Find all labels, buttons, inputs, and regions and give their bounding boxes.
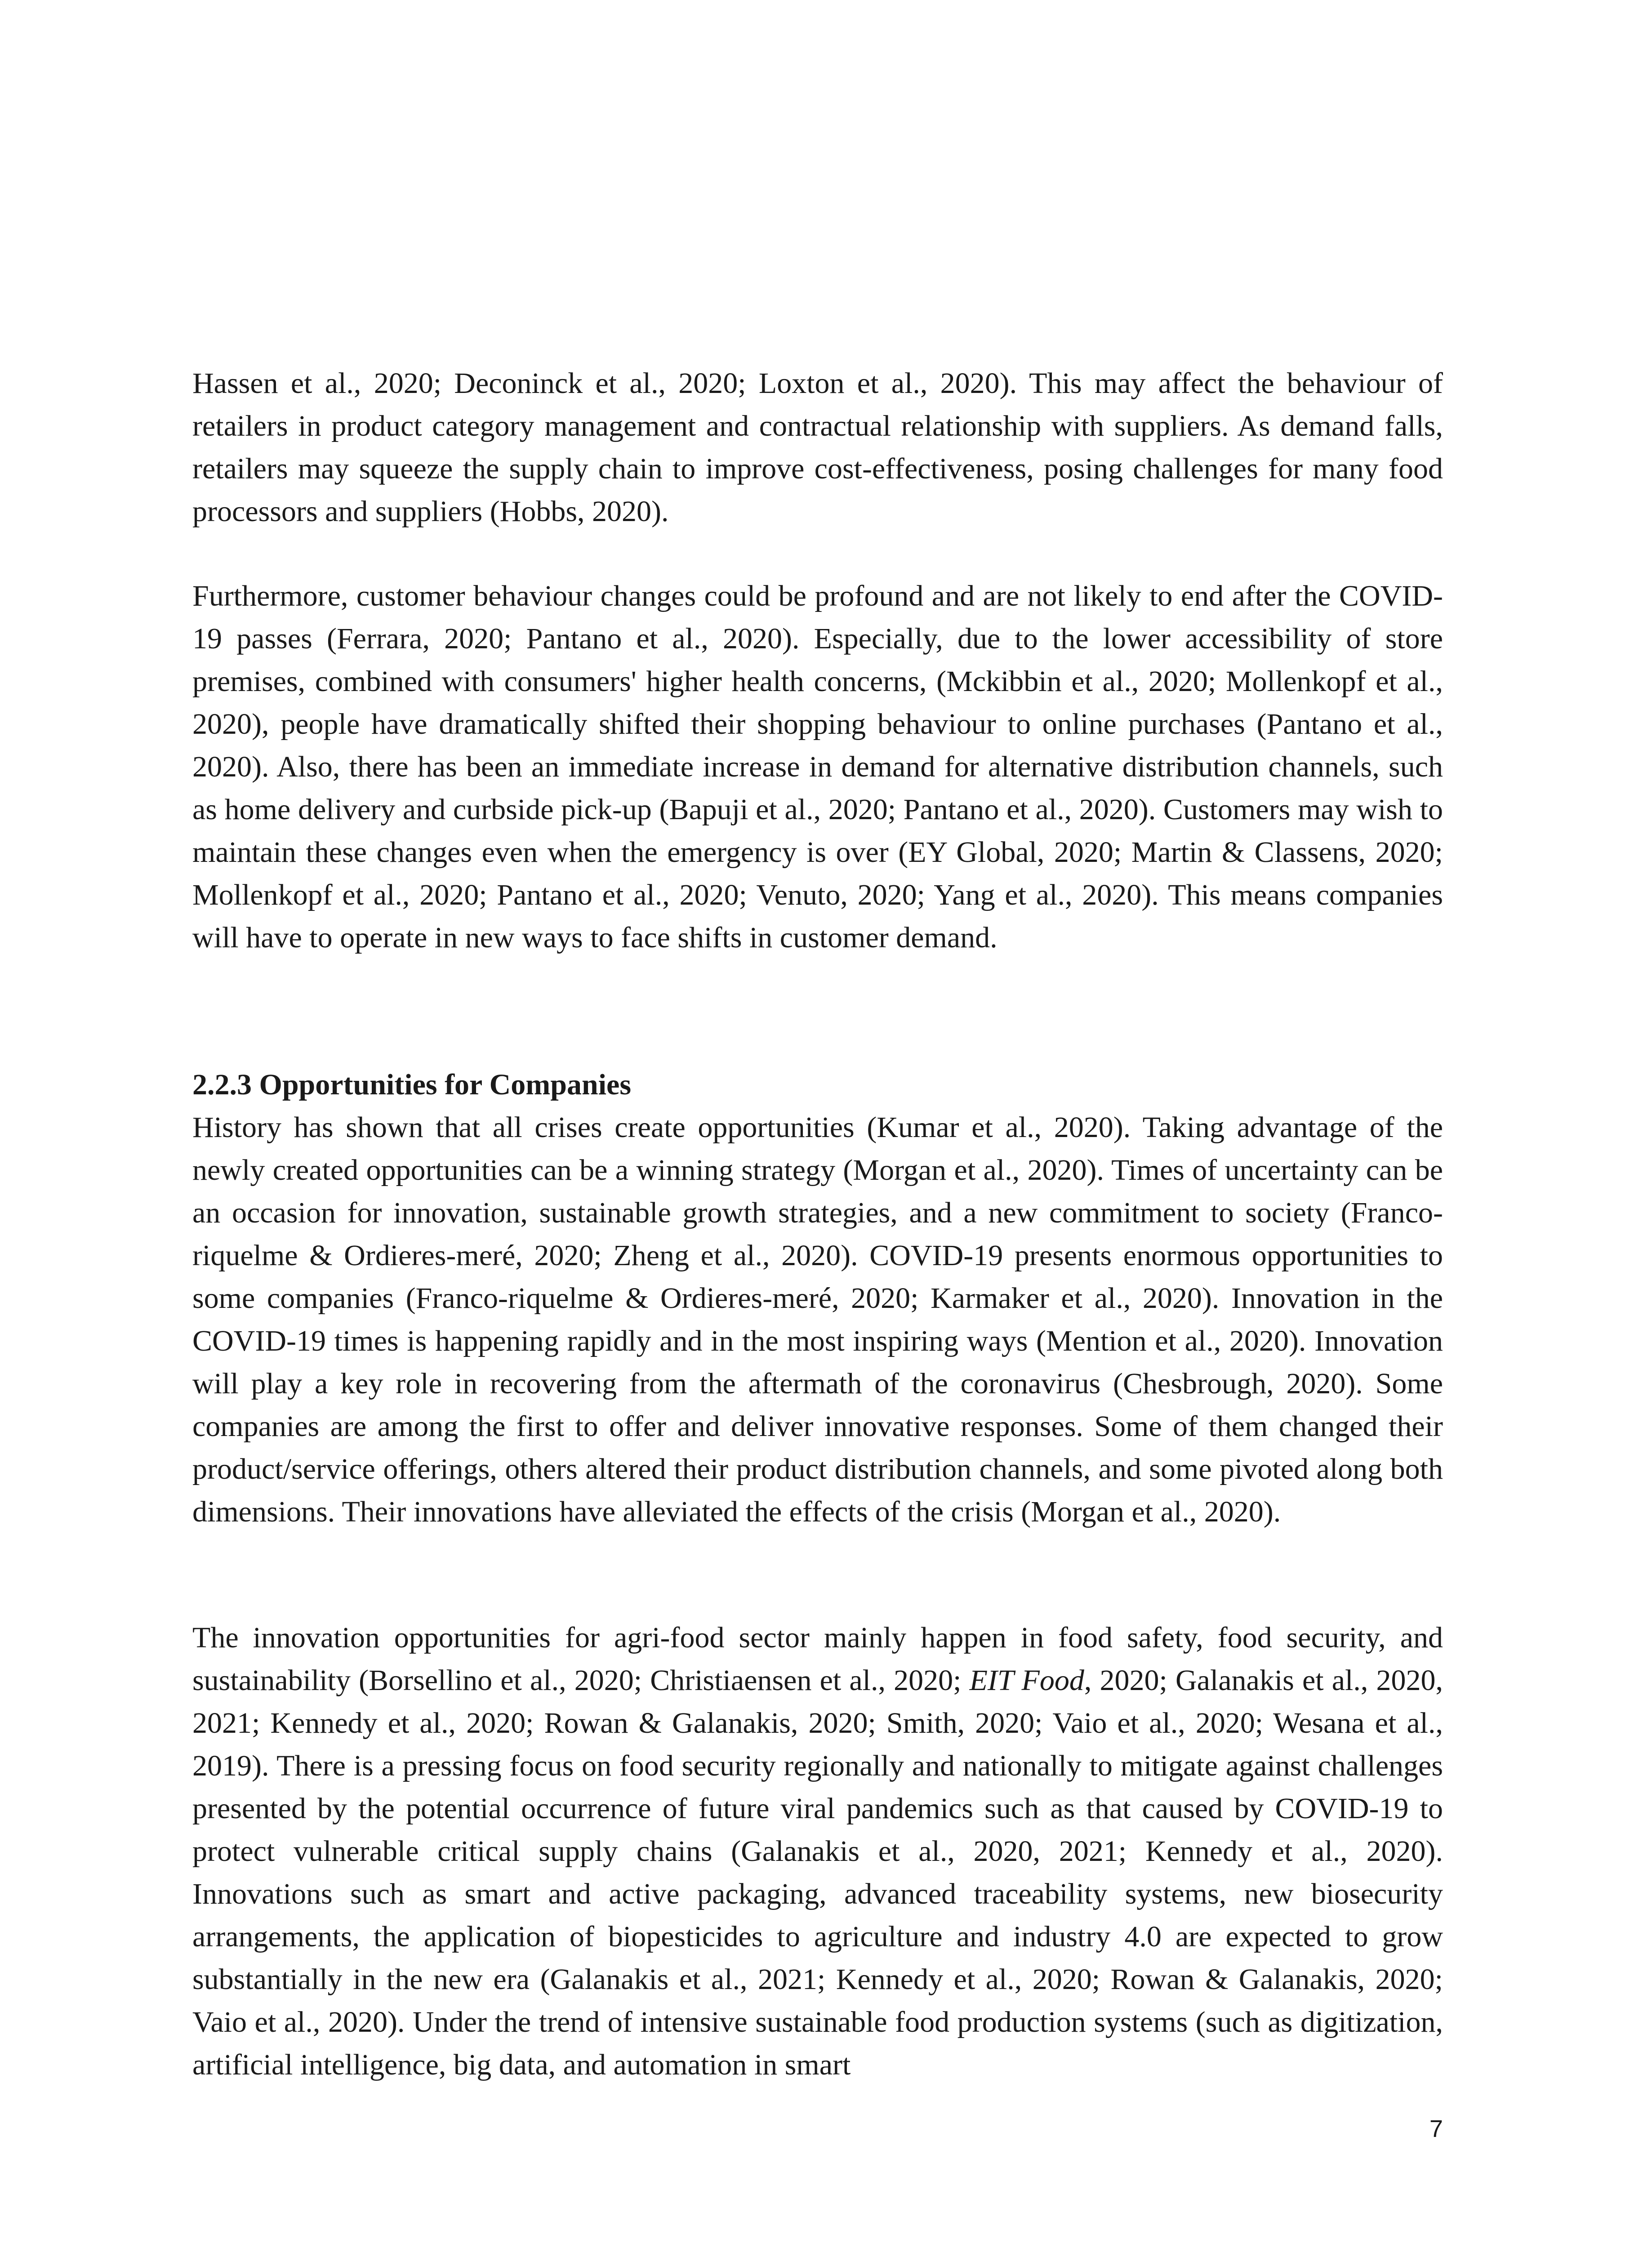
paragraph-text-segment: The innovation opportunities for agri-food sector mainly happen in food safety, food security, and sustainability (Borsellino et al., 2020; Christiaensen et al., 2020; <box>192 1621 1443 1697</box>
paragraph-text-segment: , 2020; Galanakis et al., 2020, 2021; Kennedy et al., 2020; Rowan & Galanakis, 2020; Smith, 2020; Vaio et al., 2020; Wesana et al., 2019). There is a pressing focus on food security regionally and nationally to mitigate against challenges presented by the potential occurrence of future viral pandemics such as that caused by COVID-19 to protect vulnerable critical supply chains (Galanakis et al., 2020, 2021; Kennedy et al., 2020). Innovations such as smart and active packaging, advanced traceability systems, new biosecurity arrangements, the application of biopesticides to agriculture and industry 4.0 are expected to grow substantially in the new era (Galanakis et al., 2021; Kennedy et al., 2020; Rowan & Galanakis, 2020; Vaio et al., 2020). Under the trend of intensive sustainable food production systems (such as digitization, artificial intelligence, big data, and automation in smart <box>192 1664 1443 2081</box>
section-heading: 2.2.3 Opportunities for Companies <box>192 1068 632 1101</box>
page-number: 7 <box>1429 2115 1443 2142</box>
paragraph-retailer-behaviour: Hassen et al., 2020; Deconinck et al., 2020; Loxton et al., 2020). This may affect the behaviour of retailers in product category management and contractual relationship with suppliers. As demand falls, retailers may squeeze the supply chain to improve cost-effectiveness, posing challenges for many food processors and suppliers (Hobbs, 2020). <box>192 367 1443 528</box>
italic-source-name: EIT Food <box>969 1664 1084 1697</box>
paragraph-customer-behaviour: Furthermore, customer behaviour changes could be profound and are not likely to end after the COVID-19 passes (Ferrara, 2020; Pantano et al., 2020). Especially, due to the lower accessibility of store premises, combined with consumers' higher health concerns, (Mckibbin et al., 2020; Mollenkopf et al., 2020), people have dramatically shifted their shopping behaviour to online purchases (Pantano et al., 2020). Also, there has been an immediate increase in demand for alternative distribution channels, such as home delivery and curbside pick-up (Bapuji et al., 2020; Pantano et al., 2020). Customers may wish to maintain these changes even when the emergency is over (EY Global, 2020; Martin & Classens, 2020; Mollenkopf et al., 2020; Pantano et al., 2020; Venuto, 2020; Yang et al., 2020). This means companies will have to operate in new ways to face shifts in customer demand. <box>192 580 1443 954</box>
paragraph-opportunities: History has shown that all crises create opportunities (Kumar et al., 2020). Taking advantage of the newly created opportunities can be a winning strategy (Morgan et al., 2020). Times of uncertainty can be an occasion for innovation, sustainable growth strategies, and a new commitment to society (Franco-riquelme & Ordieres-meré, 2020; Zheng et al., 2020). COVID-19 presents enormous opportunities to some companies (Franco-riquelme & Ordieres-meré, 2020; Karmaker et al., 2020). Innovation in the COVID-19 times is happening rapidly and in the most inspiring ways (Mention et al., 2020). Innovation will play a key role in recovering from the aftermath of the coronavirus (Chesbrough, 2020). Some companies are among the first to offer and deliver innovative responses. Some of them changed their product/service offerings, others altered their product distribution channels, and some pivoted along both dimensions. Their innovations have alleviated the effects of the crisis (Morgan et al., 2020). <box>192 1111 1443 1528</box>
paragraph-innovation-agrifood <box>192 1616 1443 2086</box>
